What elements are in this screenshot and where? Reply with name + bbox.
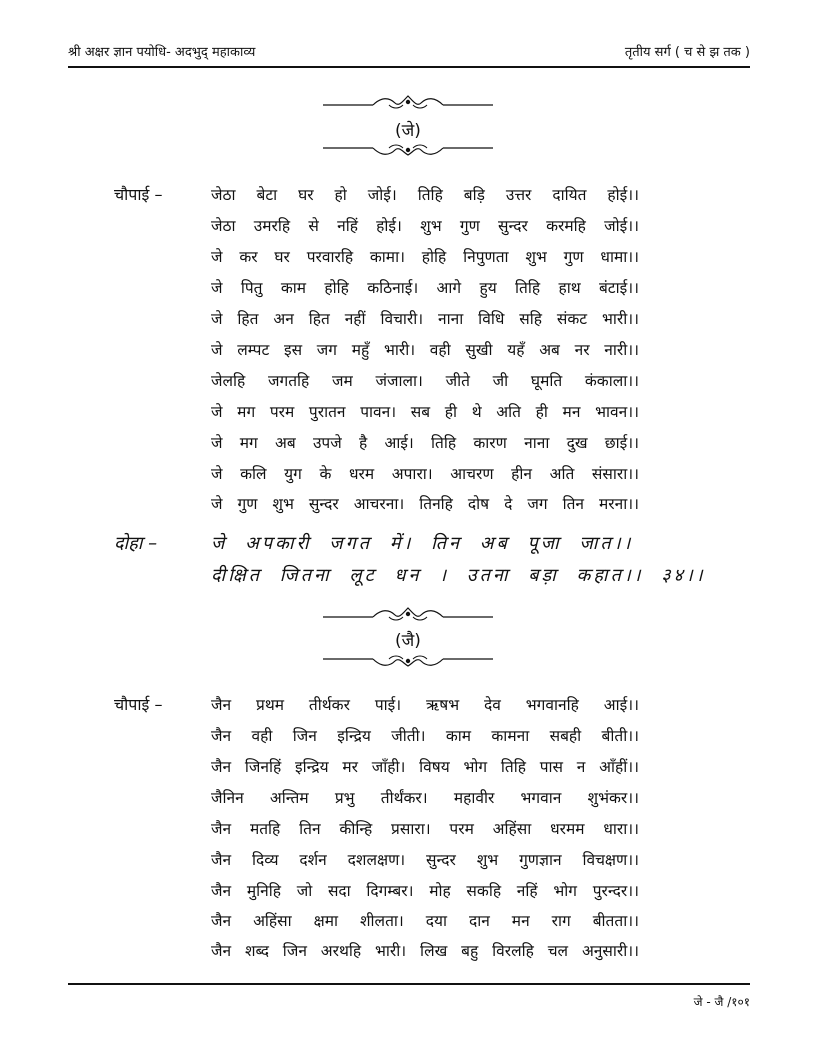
flourish-ornament-icon — [323, 653, 493, 669]
chapter-title: तृतीय सर्ग ( च से झ तक ) — [624, 45, 750, 60]
chaupai-line: जे कलि युग के धरम अपारा। आचरण हीन अति संसारा।। — [211, 465, 639, 483]
chaupai-line: जे पितु काम होहि कठिनाई। आगे हुय तिहि हाथ बंटाई।। — [211, 279, 639, 297]
header-rule — [68, 66, 750, 68]
ornament-divider-bottom — [323, 142, 493, 162]
chaupai-label: चौपाई – — [114, 185, 163, 204]
footer-rule — [68, 983, 750, 985]
chaupai-line: जैन मतहि तिन कीन्हि प्रसारा। परम अहिंसा धरमम धारा।। — [211, 820, 639, 838]
flourish-ornament-icon — [323, 605, 493, 621]
doha-line: जे अपकारी जगत में। तिन अब पूजा जात।। — [211, 533, 634, 554]
section-title: (जै) — [395, 631, 421, 651]
chaupai-line: जेठा उमरहि से नहिं होई। शुभ गुण सुन्दर करमहि जोई।। — [211, 217, 639, 235]
book-title: श्री अक्षर ज्ञान पयोधि- अदभुद् महाकाव्य — [68, 45, 256, 60]
chaupai-line: जैन जिनहिं इन्द्रिय मर जाँही। विषय भोग तिहि पास न आँहीं।। — [211, 758, 639, 776]
flourish-ornament-icon — [323, 93, 493, 109]
chaupai-line: जे मग परम पुरातन पावन। सब ही थे अति ही मन भावन।। — [211, 403, 639, 421]
chaupai-line: जैन प्रथम तीर्थकर पाई। ऋषभ देव भगवानहि आई।। — [211, 696, 639, 714]
chaupai-line: जे लम्पट इस जग महुँ भारी। वही सुखी यहँ अब नर नारी।। — [211, 341, 639, 359]
doha-line: दीक्षित जितना लूट धन । उतना बड़ा कहात।। ३४।। — [211, 565, 706, 586]
chaupai-line: जे गुण शुभ सुन्दर आचरना। तिनहि दोष दे जग तिन मरना।। — [211, 495, 639, 513]
chaupai-line: जैन वही जिन इन्द्रिय जीती। काम कामना सबही बीती।। — [211, 727, 639, 745]
page-number: जे - जै /१०१ — [693, 995, 750, 1009]
chaupai-line: जैन अहिंसा क्षमा शीलता। दया दान मन राग बीतता।। — [211, 912, 639, 930]
doha-label: दोहा – — [114, 533, 158, 554]
chaupai-line: जे हित अन हित नहीं विचारी। नाना विधि सहि संकट भारी।। — [211, 310, 639, 328]
chaupai-line: जैन दिव्य दर्शन दशलक्षण। सुन्दर शुभ गुणज्ञान विचक्षण।। — [211, 851, 639, 869]
chaupai-line: जेलहि जगतहि जम जंजाला। जीते जी घूमति कंकाला।। — [211, 372, 639, 390]
ornament-divider-top — [323, 605, 493, 625]
chaupai-line: जैनिन अन्तिम प्रभु तीर्थंकर। महावीर भगवान शुभंकर।। — [211, 789, 639, 807]
chaupai-line: जैन मुनिहि जो सदा दिगम्बर। मोह सकहि नहिं भोग पुरन्दर।। — [211, 882, 639, 900]
chaupai-label: चौपाई – — [114, 695, 163, 714]
chaupai-line: जे कर घर परवारहि कामा। होहि निपुणता शुभ गुण धामा।। — [211, 248, 639, 266]
chaupai-line: जैन शब्द जिन अरथहि भारी। लिख बहु विरलहि चल अनुसारी।। — [211, 942, 639, 960]
chaupai-line: जे मग अब उपजे है आई। तिहि कारण नाना दुख छाई।। — [211, 434, 639, 452]
section-title: (जे) — [395, 121, 421, 141]
ornament-divider-bottom — [323, 653, 493, 673]
running-header — [68, 38, 750, 62]
flourish-ornament-icon — [323, 142, 493, 158]
ornament-divider-top — [323, 93, 493, 113]
chaupai-line: जेठा बेटा घर हो जोई। तिहि बड़ि उत्तर दायित होई।। — [211, 186, 639, 204]
